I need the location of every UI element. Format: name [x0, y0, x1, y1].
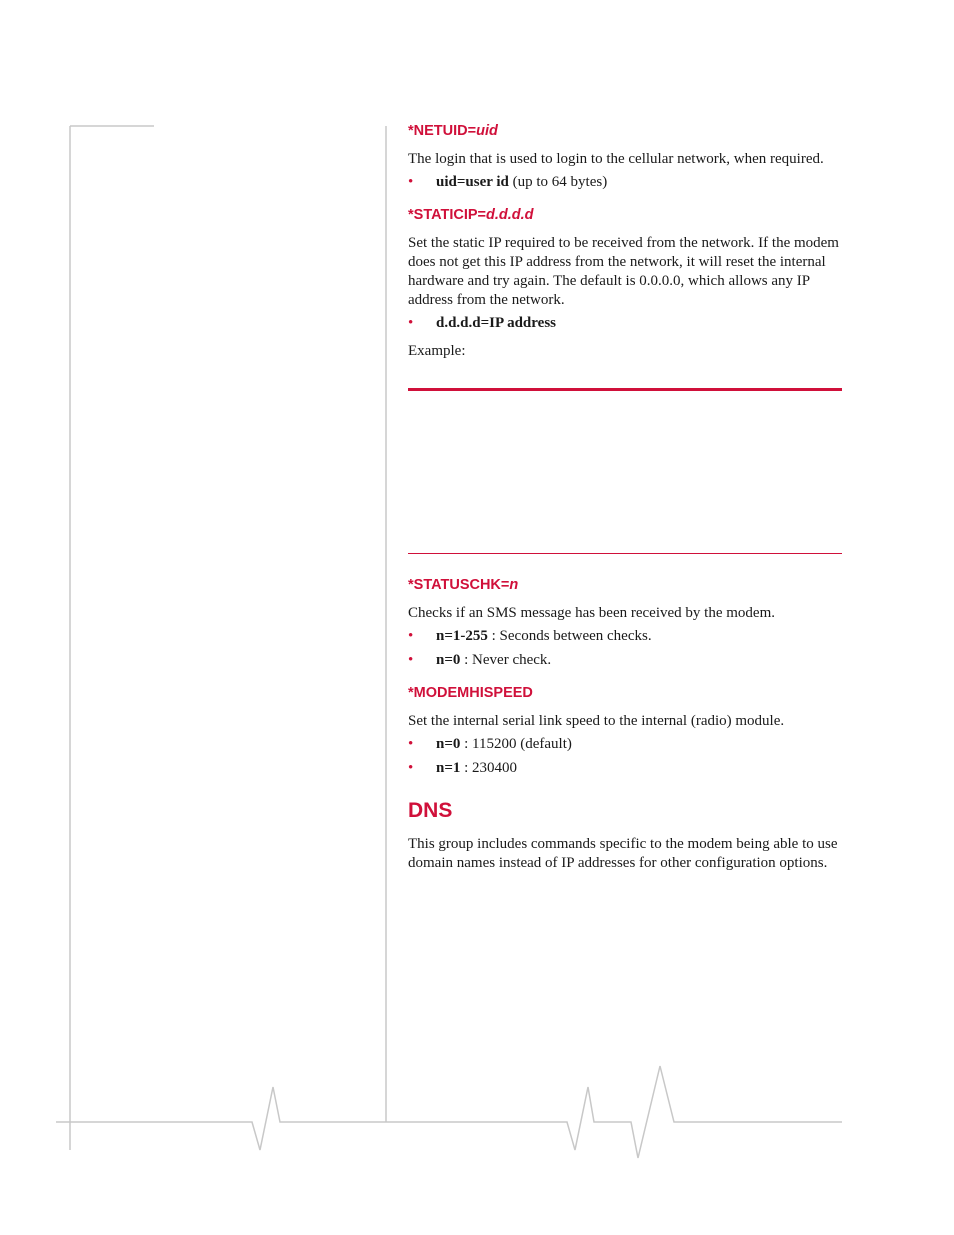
- dns-section-heading: DNS: [408, 799, 453, 822]
- modemhispeed-bullet-2: [408, 759, 844, 778]
- bullet-icon: •: [408, 760, 414, 776]
- dns-description: This group includes commands specific to the modem being able to use domain names instead of IP addresses for other configuration options.: [408, 836, 838, 871]
- staticip-command-heading: [408, 206, 844, 224]
- netuid-command-name: *NETUID=: [408, 123, 477, 139]
- bullet-text: : Never check.: [460, 652, 552, 668]
- netuid-description: The login that is used to login to the cellular network, when required.: [408, 151, 824, 167]
- statuschk-bullet-2: [408, 651, 844, 670]
- modemhispeed-command-heading: [408, 684, 844, 702]
- bullet-text: : Seconds between checks.: [487, 628, 652, 644]
- bullet-term: n=1-255: [436, 628, 488, 644]
- bullet-icon: •: [408, 174, 414, 190]
- netuid-bullet-1: [408, 173, 844, 192]
- footer-wave-line: [56, 1066, 842, 1158]
- staticip-bullet-1: [408, 314, 844, 333]
- statuschk-command-arg: n: [509, 577, 519, 593]
- modemhispeed-description: Set the internal serial link speed to the internal (radio) module.: [408, 713, 785, 729]
- bullet-term: n=0: [436, 652, 461, 668]
- statuschk-command-heading: [408, 576, 844, 594]
- example-bottom-rule: [408, 553, 842, 554]
- staticip-description: Set the static IP required to be received from the network. If the modem does not get this IP address from the network, it will reset the internal hardware and try again. The default is 0.0.0.0, which allows any IP address from the network.: [408, 235, 839, 308]
- staticip-command-name: *STATICIP=: [408, 207, 487, 223]
- example-box: [408, 388, 844, 555]
- modemhispeed-command-name: *MODEMHISPEED: [408, 685, 533, 701]
- netuid-command-arg: uid: [476, 123, 498, 139]
- bullet-icon: •: [408, 652, 414, 668]
- bullet-text: : 230400: [460, 760, 518, 776]
- statuschk-command-name: *STATUSCHK=: [408, 577, 510, 593]
- content-column: [408, 120, 844, 873]
- example-label: Example:: [408, 343, 466, 359]
- modemhispeed-bullet-1: [408, 735, 844, 754]
- statuschk-description: Checks if an SMS message has been received by the modem.: [408, 605, 775, 621]
- bullet-term: d.d.d.d=IP address: [436, 315, 556, 331]
- bullet-term: uid=user id: [436, 174, 509, 190]
- bullet-term: n=0: [436, 736, 461, 752]
- bullet-icon: •: [408, 736, 414, 752]
- bullet-icon: •: [408, 628, 414, 644]
- statuschk-bullet-1: [408, 627, 844, 646]
- bullet-term: n=1: [436, 760, 461, 776]
- bullet-text: : 115200 (default): [460, 736, 572, 752]
- bullet-text: (up to 64 bytes): [508, 174, 608, 190]
- bullet-icon: •: [408, 315, 414, 331]
- example-top-rule: [408, 388, 842, 391]
- netuid-command-heading: [408, 122, 844, 140]
- staticip-command-arg: d.d.d.d: [486, 207, 534, 223]
